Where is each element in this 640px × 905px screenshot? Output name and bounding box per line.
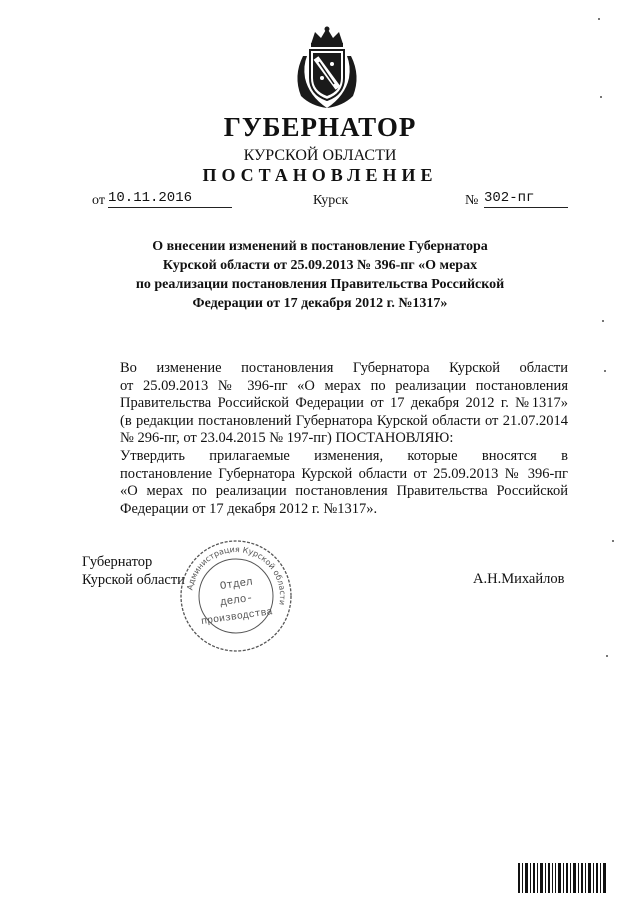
body-line: (в редакции постановлений Губернатора Курской области от 21.07.2014 (120, 412, 568, 429)
svg-text:производства: производства (200, 607, 274, 629)
document-date: 10.11.2016 (108, 190, 232, 208)
document-city: Курск (313, 193, 349, 208)
body-line: Федерации от 17 декабря 2012 г. №1317». (120, 500, 378, 517)
scan-speck (604, 370, 606, 372)
body-line: № 296-пг, от 23.04.2015 № 197-пг) ПОСТАНОВЛЯЮ: (120, 430, 454, 447)
heading-line: Курской области от 25.09.2013 № 396-пг «О мерах (162, 258, 478, 273)
signer-title (82, 553, 185, 589)
date-label: от (92, 193, 105, 208)
document-heading (110, 237, 530, 313)
body-paragraph (88, 448, 568, 518)
scan-speck (602, 320, 604, 322)
scan-speck (612, 540, 614, 542)
signer-title-line: Курской области (82, 572, 185, 588)
body-paragraph (88, 360, 568, 448)
number-label: № (465, 193, 479, 208)
scan-speck (600, 96, 602, 98)
body-line: постановление Губернатора Курской области от 25.09.2013 № 396-пг (120, 465, 568, 482)
svg-text:дело-: дело- (219, 592, 254, 610)
heading-line: по реализации постановления Правительства Российской (135, 277, 505, 292)
heading-line: О внесении изменений в постановление Губернатора (152, 239, 488, 254)
signer-title-line: Губернатор (82, 554, 153, 570)
heading-line: Федерации от 17 декабря 2012 г. №1317» (192, 296, 448, 311)
body-line: «О мерах по реализации постановления Правительства Российской (120, 483, 568, 500)
governor-title: ГУБЕРНАТОР (223, 112, 417, 142)
svg-text:Администрация Курской области: Администрация Курской области (185, 544, 288, 606)
region-name: КУРСКОЙ ОБЛАСТИ (243, 147, 397, 164)
document-body (88, 360, 568, 518)
body-line: Утвердить прилагаемые изменения, которые вносятся в (120, 447, 568, 464)
svg-text:Отдел: Отдел (219, 576, 254, 594)
barcode (518, 863, 608, 893)
scan-speck (598, 18, 600, 20)
document-number: 302-пг (484, 190, 568, 208)
body-line: от 25.09.2013 № 396-пг «О мерах по реализации постановления (120, 377, 568, 394)
official-stamp (176, 537, 296, 655)
body-line: Правительства Российской Федерации от 17 декабря 2012 г. №1317» (120, 395, 568, 412)
body-line: Во изменение постановления Губернатора Курской области (120, 360, 568, 376)
document-type: ПОСТАНОВЛЕНИЕ (202, 165, 438, 185)
scan-speck (606, 655, 608, 657)
signer-name: А.Н.Михайлов (473, 571, 565, 587)
coat-of-arms-emblem (289, 26, 365, 110)
